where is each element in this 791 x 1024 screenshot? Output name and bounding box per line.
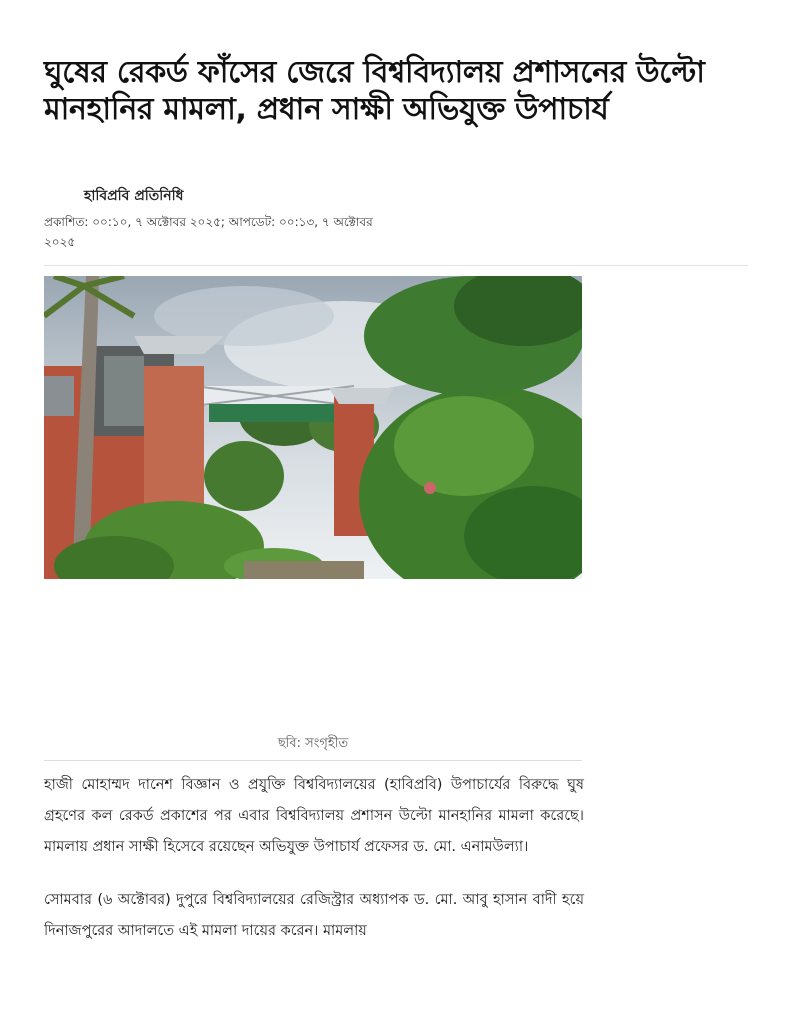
article-paragraph: সোমবার (৬ অক্টোবর) দুপুরে বিশ্ববিদ্যালয়ের রেজিস্ট্রার অধ্যাপক ড. মো. আবু হাসান বাদী হয়ে দিনাজপুরের আদালতে এই মামলা দায়ের করেন। মামলায় — [44, 892, 584, 939]
caption-divider — [44, 760, 582, 761]
image-caption: ছবি: সংগৃহীত — [277, 736, 349, 751]
article-body — [44, 770, 584, 969]
article-image — [44, 276, 582, 579]
header-divider — [44, 265, 748, 266]
article-byline[interactable]: হাবিপ্রবি প্রতিনিধি — [84, 188, 184, 204]
article-headline: ঘুষের রেকর্ড ফাঁসের জেরে বিশ্ববিদ্যালয় প্রশাসনের উল্টো মানহানির মামলা, প্রধান সাক্ষী অভিযুক্ত উপাচার্য — [44, 55, 705, 127]
article-dateline: প্রকাশিত: ০০:১০, ৭ অক্টোবর ২০২৫; আপডেট: ০০:১৩, ৭ অক্টোবর ২০২৫ — [44, 215, 373, 249]
article-paragraph: হাজী মোহাম্মদ দানেশ বিজ্ঞান ও প্রযুক্তি বিশ্ববিদ্যালয়ের (হাবিপ্রবি) উপাচার্যের বিরুদ্ধে ঘুষ গ্রহণের কল রেকর্ড প্রকাশের পর এবার বিশ্ববিদ্যালয় প্রশাসন উল্টো মানহানির মামলা করেছে। মামলায় প্রধান সাক্ষী হিসেবে রয়েছেন অভিযুক্ত উপাচার্য প্রফেসর ড. মো. এনামউল্যা। — [44, 777, 584, 855]
